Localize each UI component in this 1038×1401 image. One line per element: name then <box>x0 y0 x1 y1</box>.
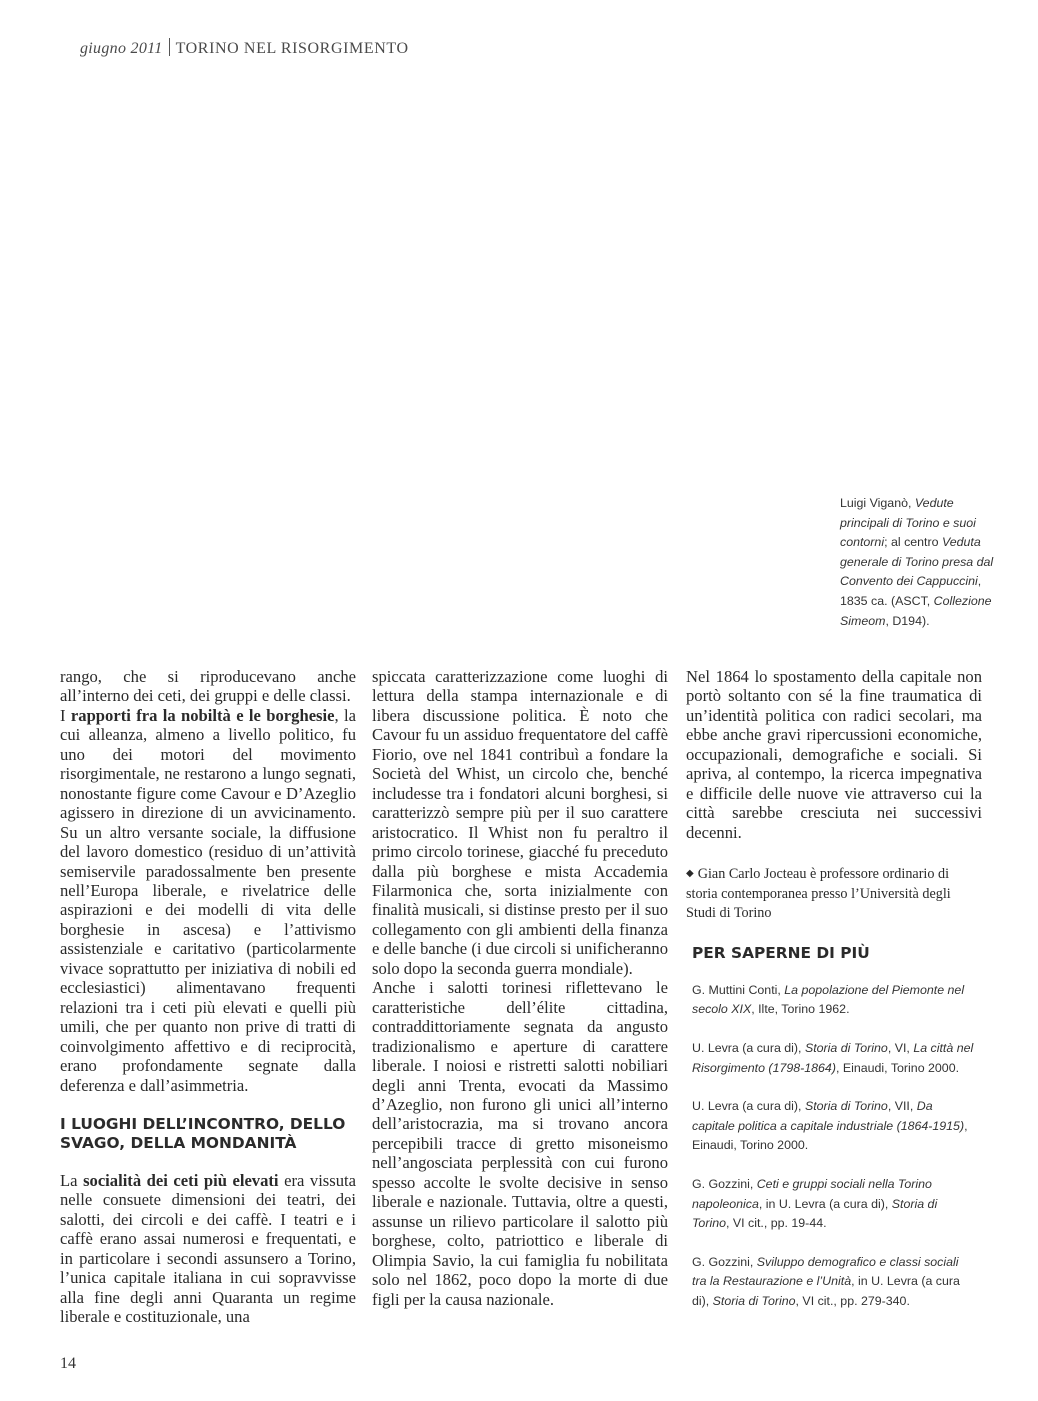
reference-part: U. Levra (a cura di), <box>692 1099 805 1114</box>
section-subheading: I LUOGHI DELL’INCONTRO, DELLO SVAGO, DELLA MONDANITÀ <box>60 1114 346 1152</box>
reference-part: , VI cit., pp. 279-340. <box>795 1293 910 1308</box>
header-divider <box>169 38 170 56</box>
reference-part: Da capitale politica a capitale industriale (1864-1915) <box>692 1099 965 1133</box>
text-run: era vissuta nelle consuete dimensioni dei teatri, dei salotti, dei circoli e dei caffè. I teatri e i caffè erano assai numerosi e frequentati, e in particolare i secondi assunsero a Torino, l’unica capitale italiana in cui sopravvisse alla fine degli anni Quaranta un regime liberale e costituzionale, una <box>60 1170 356 1327</box>
image-caption <box>840 494 1000 631</box>
reference-item <box>692 1253 974 1312</box>
reference-part: , VI cit., pp. 19-44. <box>725 1216 827 1231</box>
reference-item <box>692 1097 974 1156</box>
column-2 <box>372 667 668 1309</box>
paragraph: spiccata caratterizzazione come luoghi di lettura della stampa internazionale e di libera discussione politica. È noto che Cavour fu un assiduo frequentatore del caffè Fiorio, ove nel 1841 contribuì a fondare la Società del Whist, un circolo che, benché includesse tra i fondatori alcuni borghesi, si caratterizzò sempre più per il suo carattere aristocratico. Il Whist non fu peraltro il primo circolo torinese, giacché fu preceduto dalla più borghese e mista Accademia Filarmonica che, sorta inizialmente con finalità musicali, si distinse presto per il suo collegamento con gli ambienti della finanza e delle banche (i due circoli si unificheranno solo dopo la seconda guerra mondiale). <box>372 667 668 978</box>
caption-collection: Collezione Simeom <box>840 593 992 628</box>
reference-part: U. Levra (a cura di), <box>692 1041 805 1056</box>
caption-title-2: Veduta generale di Torino presa dal Convento dei Cappuccini <box>840 535 994 589</box>
reference-part: Storia di Torino <box>804 1099 888 1114</box>
reference-part: Storia di Torino <box>692 1196 938 1231</box>
reference-part: , VI, <box>887 1041 914 1056</box>
column-3 <box>686 667 982 1331</box>
reference-part: G. Gozzini, <box>692 1177 757 1192</box>
reference-part: Storia di Torino <box>712 1293 796 1308</box>
reference-part: Ceti e gruppi sociali nella Torino napoleonica <box>692 1177 932 1211</box>
diamond-icon: ◆ <box>686 868 694 880</box>
text-run: I <box>60 705 71 725</box>
reference-part: , in U. Levra (a cura di), <box>758 1196 892 1211</box>
caption-author: Luigi Viganò, <box>840 496 915 510</box>
reference-part: G. Muttini Conti, <box>692 982 785 997</box>
paragraph: rango, che si riproducevano anche all’interno dei ceti, dei gruppi e delle classi. <box>60 667 356 706</box>
reference-part: La popolazione del Piemonte nel secolo XIX <box>692 982 965 1017</box>
references-list <box>692 981 974 1312</box>
running-header <box>80 38 409 58</box>
reference-item <box>692 1039 974 1078</box>
caption-end: , D194). <box>885 613 930 628</box>
section-title: TORINO NEL RISORGIMENTO <box>175 40 409 57</box>
reference-part: , Ilte, Torino 1962. <box>751 1002 850 1017</box>
reference-part: Sviluppo demografico e classi sociali tra la Restaurazione e l’Unità <box>692 1254 959 1289</box>
reference-part: La città nel Risorgimento (1798-1864) <box>692 1041 974 1075</box>
author-bio <box>686 864 982 924</box>
paragraph <box>60 706 356 1095</box>
reference-part: Storia di Torino <box>804 1041 888 1056</box>
column-1 <box>60 667 356 1327</box>
caption-mid: ; al centro <box>884 535 942 550</box>
reference-part: , in U. Levra (a cura di), <box>692 1274 960 1308</box>
bold-phrase: rapporti fra la nobiltà e le borghesie <box>70 705 335 725</box>
reference-item <box>692 1175 974 1234</box>
paragraph: Anche i salotti torinesi riflettevano le caratteristiche dell’élite cittadina, contraddittoriamente segnata da angusto tradizionalismo e aperture di carattere liberale. I noiosi e ristretti salotti nobiliari degli anni Trenta, evocati da Massimo d’Azeglio, non furono gli unici all’interno dell’aristocrazia, ma si trovano ancora percepibili tracce di gretto misoneismo nell’angosciata perplessità con cui furono spesso accolte le svolte decisive in senso liberale e nazionale. Tuttavia, oltre a questi, assunse un rilievo particolare il salotto più borghese, colto, patriottico e liberale di Olimpia Savio, la cui famiglia fu nobilitata solo nel 1862, poco dopo la morte di due figli per la causa nazionale. <box>372 978 668 1309</box>
paragraph: Nel 1864 lo spostamento della capitale non portò soltanto con sé la fine traumatica di un’identità politica con radici secolari, ma ebbe anche gravi ripercussioni economiche, occupazionali, demografiche e sociali. Si apriva, al contempo, la ricerca impegnativa e difficile delle nuove vie attraverso cui la città sarebbe cresciuta nei successivi decenni. <box>686 667 982 842</box>
caption-title-1: Vedute principali di Torino e suoi contorni <box>840 496 976 550</box>
paragraph <box>60 1171 356 1327</box>
text-run: La <box>60 1170 84 1190</box>
reference-part: G. Gozzini, <box>692 1254 757 1269</box>
reference-part: , VII, <box>887 1099 917 1114</box>
text-run: , la cui alleanza, almeno a livello politico, fu uno dei motori del movimento risorgimentale, ne restarono a lungo segnati, nonostante figure come Cavour e D’Azeglio agissero in direzione di un avvicinamento. Su un altro versante sociale, la diffusione del lavoro domestico (residuo di un’attività semiservile paradossalmente ben presente nell’Europa liberale, e rivelatrice delle aspirazioni e dei modelli di vita delle borghesie in ascesa) e l’attivismo assistenziale e caritativo (particolarmente vivace soprattutto per iniziativa di nobili ed ecclesiastici) alimentavano frequenti relazioni tra i ceti più elevati e quelli più umili, che per quanto non prive di tratti di coinvolgimento affettivo e di reciprocità, erano profondamente segnate dalla deferenza e dall’asimmetria. <box>60 705 356 1095</box>
issue-date: giugno 2011 <box>80 40 163 57</box>
references-heading: PER SAPERNE DI PIÙ <box>692 943 870 962</box>
bold-phrase: socialità dei ceti più elevati <box>83 1170 279 1190</box>
reference-item <box>692 981 974 1020</box>
bio-text: Gian Carlo Jocteau è professore ordinario di storia contemporanea presso l’Università degli Studi di Torino <box>686 866 951 922</box>
page-number: 14 <box>60 1355 76 1372</box>
reference-part: , Einaudi, Torino 2000. <box>835 1060 960 1075</box>
reference-part: , Einaudi, Torino 2000. <box>692 1118 968 1153</box>
caption-date: , 1835 ca. (ASCT, <box>840 574 982 608</box>
